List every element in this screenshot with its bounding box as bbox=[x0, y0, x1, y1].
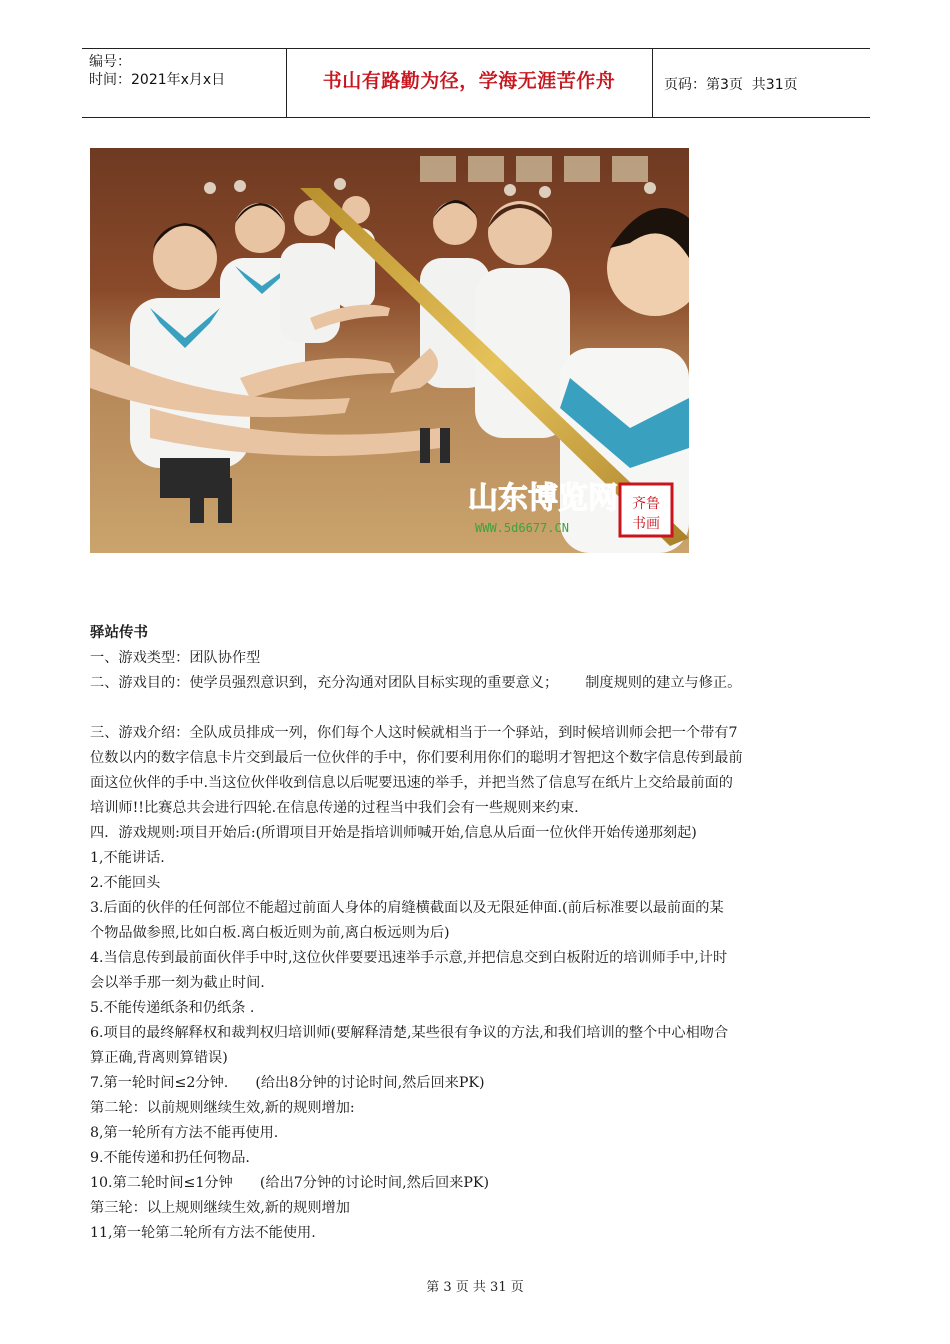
body-line: 7.第一轮时间≤2分钟. (给出8分钟的讨论时间,然后回来PK) bbox=[90, 1075, 485, 1091]
document-body bbox=[90, 621, 880, 1246]
body-line: 一、游戏类型：团队协作型 bbox=[90, 650, 261, 666]
body-line: 11,第一轮第二轮所有方法不能使用. bbox=[90, 1225, 316, 1241]
body-line: 10.第二轮时间≤1分钟 (给出7分钟的讨论时间,然后回来PK) bbox=[90, 1175, 490, 1191]
body-line: 第三轮：以上规则继续生效,新的规则增加 bbox=[90, 1200, 350, 1216]
body-line: 位数以内的数字信息卡片交到最后一位伙伴的手中，你们要利用你们的聪明才智把这个数字信息传到最前 bbox=[90, 750, 743, 766]
body-line: 6.项目的最终解释权和裁判权归培训师(要解释清楚,某些很有争议的方法,和我们培训的整个中心相吻合 bbox=[90, 1025, 729, 1041]
document-date: 时间：2021年x月x日 bbox=[89, 72, 226, 88]
body-line: 会以举手那一刻为截止时间. bbox=[90, 975, 265, 991]
section-title: 驿站传书 bbox=[90, 625, 148, 641]
header-page-number: 页码：第3页 共31页 bbox=[664, 77, 798, 93]
header-motto: 书山有路勤为径，学海无涯苦作舟 bbox=[322, 70, 616, 92]
body-line: 三、游戏介绍：全队成员排成一列，你们每个人这时候就相当于一个驿站，到时候培训师会把一个带有7 bbox=[90, 725, 738, 741]
watermark-url: WWW.5d6677.CN bbox=[475, 521, 569, 535]
header-meta bbox=[89, 53, 225, 89]
footer-page-number: 第 3 页 共 31 页 bbox=[426, 1280, 524, 1295]
body-line: 第二轮：以前规则继续生效,新的规则增加: bbox=[90, 1100, 355, 1116]
body-line: 算正确,背离则算错误) bbox=[90, 1050, 228, 1066]
blank-line bbox=[90, 696, 880, 721]
body-line: 2.不能回头 bbox=[90, 875, 161, 891]
body-line: 9.不能传递和扔任何物品. bbox=[90, 1150, 250, 1166]
header-top-rule bbox=[82, 48, 870, 49]
training-game-photo bbox=[90, 148, 689, 553]
header-divider-right bbox=[652, 49, 653, 117]
body-line: 二、游戏目的：使学员强烈意识到，充分沟通对团队目标实现的重要意义； 制度规则的建立与修正。 bbox=[90, 675, 742, 691]
header-bottom-rule bbox=[82, 117, 870, 118]
body-line: 1,不能讲话. bbox=[90, 850, 165, 866]
body-line: 个物品做参照,比如白板.离白板近则为前,离白板远则为后) bbox=[90, 925, 450, 941]
body-line: 四．游戏规则:项目开始后:(所谓项目开始是指培训师喊开始,信息从后面一位伙伴开始传递那刻起) bbox=[90, 825, 697, 841]
body-line: 4.当信息传到最前面伙伴手中时,这位伙伴要要迅速举手示意,并把信息交到白板附近的培训师手中,计时 bbox=[90, 950, 728, 966]
body-line: 面这位伙伴的手中.当这位伙伴收到信息以后呢要迅速的举手，并把当然了信息写在纸片上交给最前面的 bbox=[90, 775, 733, 791]
body-line: 培训师!!比赛总共会进行四轮.在信息传递的过程当中我们会有一些规则来约束. bbox=[90, 800, 579, 816]
seal-text-bottom: 书画 bbox=[632, 516, 660, 532]
watermark-text: 山东博览网 bbox=[468, 481, 618, 516]
body-line: 8,第一轮所有方法不能再使用. bbox=[90, 1125, 279, 1141]
seal-text-top: 齐鲁 bbox=[632, 496, 660, 512]
body-line: 3.后面的伙伴的任何部位不能超过前面人身体的肩缝横截面以及无限延伸面.(前后标准要以最前面的某 bbox=[90, 900, 724, 916]
document-number-label: 编号： bbox=[89, 54, 131, 70]
body-line: 5.不能传递纸条和仍纸条 . bbox=[90, 1000, 255, 1016]
